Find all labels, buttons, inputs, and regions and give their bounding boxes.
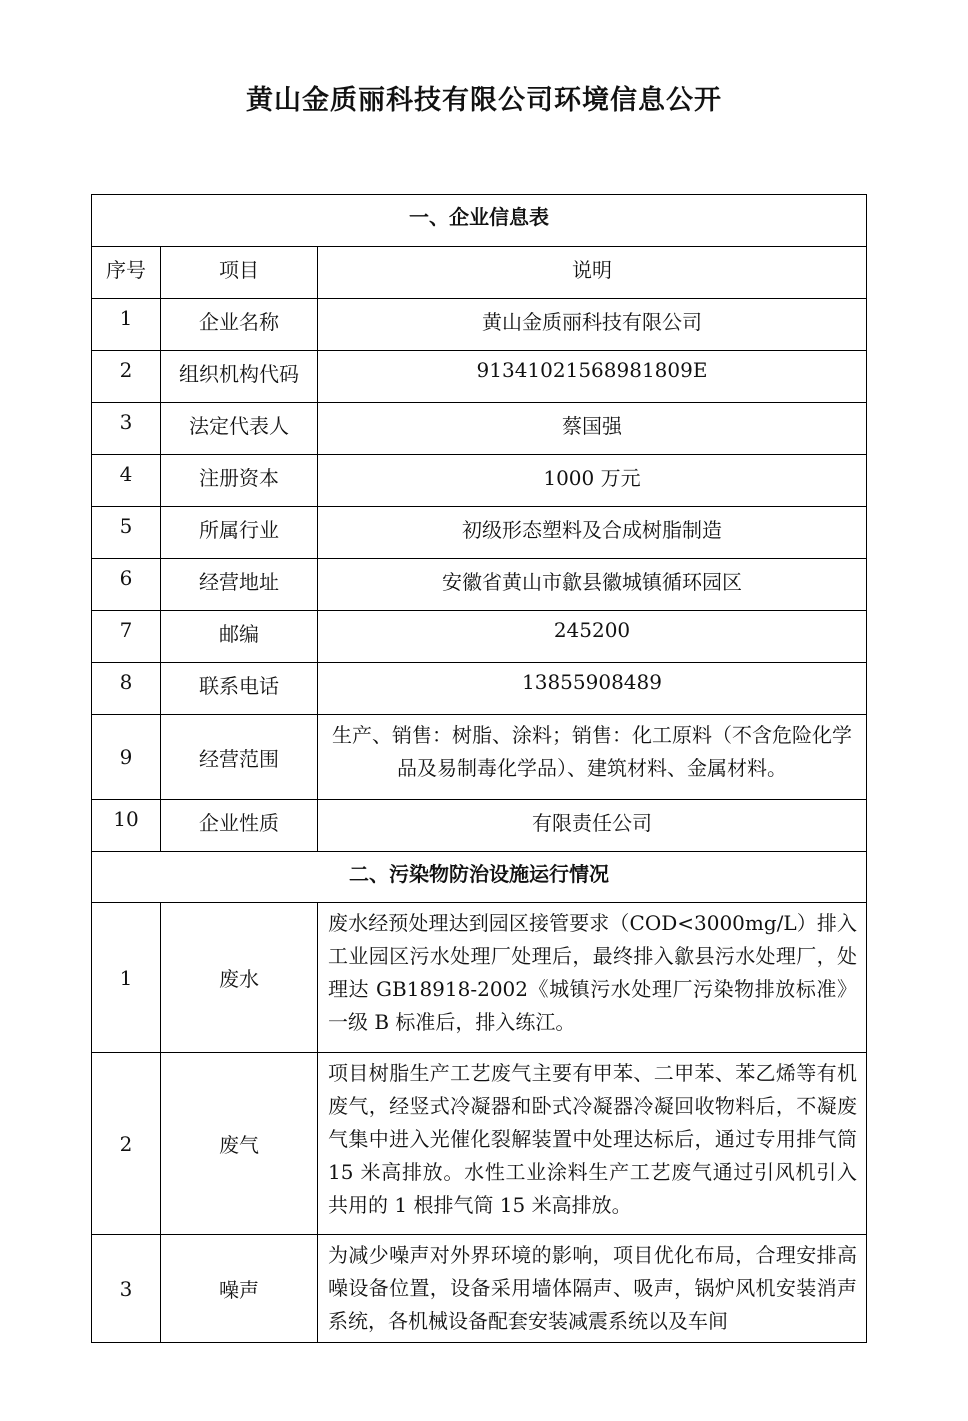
row-desc: 245200 bbox=[318, 611, 867, 663]
row-desc: 废水经预处理达到园区接管要求（COD<3000mg/L）排入工业园区污水处理厂处理后，最终排入歙县污水处理厂，处理达 GB18918-2002《城镇污水处理厂污染物排放标准》一级 B 标准后，排入练江。 bbox=[318, 903, 867, 1053]
section-heading-row bbox=[92, 195, 867, 247]
row-item: 法定代表人 bbox=[161, 403, 318, 455]
row-item: 注册资本 bbox=[161, 455, 318, 507]
row-desc: 91341021568981809E bbox=[318, 351, 867, 403]
section1-heading: 一、企业信息表 bbox=[92, 195, 867, 247]
table-row bbox=[92, 351, 867, 403]
header-desc: 说明 bbox=[318, 247, 867, 299]
row-no: 8 bbox=[92, 663, 161, 715]
row-no: 2 bbox=[92, 1053, 161, 1235]
table-row bbox=[92, 903, 867, 1053]
row-item: 经营范围 bbox=[161, 715, 318, 800]
row-desc: 1000 万元 bbox=[318, 455, 867, 507]
row-item: 噪声 bbox=[161, 1235, 318, 1343]
row-no: 5 bbox=[92, 507, 161, 559]
row-desc: 安徽省黄山市歙县徽城镇循环园区 bbox=[318, 559, 867, 611]
row-no: 4 bbox=[92, 455, 161, 507]
row-item: 所属行业 bbox=[161, 507, 318, 559]
row-desc: 为减少噪声对外界环境的影响，项目优化布局，合理安排高噪设备位置，设备采用墙体隔声、吸声，锅炉风机安装消声系统，各机械设备配套安装减震系统以及车间 bbox=[318, 1235, 867, 1343]
row-no: 10 bbox=[92, 800, 161, 852]
table-row bbox=[92, 455, 867, 507]
table-row bbox=[92, 299, 867, 351]
row-desc: 生产、销售：树脂、涂料；销售：化工原料（不含危险化学品及易制毒化学品）、建筑材料、金属材料。 bbox=[318, 715, 867, 800]
row-no: 6 bbox=[92, 559, 161, 611]
table-row bbox=[92, 1053, 867, 1235]
table-row bbox=[92, 715, 867, 800]
row-no: 3 bbox=[92, 403, 161, 455]
row-item: 邮编 bbox=[161, 611, 318, 663]
row-item: 废气 bbox=[161, 1053, 318, 1235]
table-row bbox=[92, 1235, 867, 1343]
table-header-row bbox=[92, 247, 867, 299]
row-desc: 蔡国强 bbox=[318, 403, 867, 455]
row-desc: 黄山金质丽科技有限公司 bbox=[318, 299, 867, 351]
row-desc: 13855908489 bbox=[318, 663, 867, 715]
table-row bbox=[92, 611, 867, 663]
table-row bbox=[92, 663, 867, 715]
environment-info-table bbox=[91, 194, 867, 1343]
row-item: 废水 bbox=[161, 903, 318, 1053]
header-item: 项目 bbox=[161, 247, 318, 299]
row-desc: 有限责任公司 bbox=[318, 800, 867, 852]
table-row bbox=[92, 403, 867, 455]
document-title: 黄山金质丽科技有限公司环境信息公开 bbox=[246, 85, 722, 116]
section-heading-row bbox=[92, 852, 867, 903]
row-no: 9 bbox=[92, 715, 161, 800]
row-no: 1 bbox=[92, 299, 161, 351]
row-item: 组织机构代码 bbox=[161, 351, 318, 403]
row-desc: 初级形态塑料及合成树脂制造 bbox=[318, 507, 867, 559]
header-no: 序号 bbox=[92, 247, 161, 299]
section2-heading: 二、污染物防治设施运行情况 bbox=[92, 852, 867, 903]
row-no: 7 bbox=[92, 611, 161, 663]
row-item: 经营地址 bbox=[161, 559, 318, 611]
row-no: 3 bbox=[92, 1235, 161, 1343]
row-item: 联系电话 bbox=[161, 663, 318, 715]
row-item: 企业性质 bbox=[161, 800, 318, 852]
table-row bbox=[92, 559, 867, 611]
table-row bbox=[92, 800, 867, 852]
table-row bbox=[92, 507, 867, 559]
row-no: 1 bbox=[92, 903, 161, 1053]
row-item: 企业名称 bbox=[161, 299, 318, 351]
row-desc: 项目树脂生产工艺废气主要有甲苯、二甲苯、苯乙烯等有机废气，经竖式冷凝器和卧式冷凝器冷凝回收物料后，不凝废气集中进入光催化裂解装置中处理达标后，通过专用排气筒 15 米高排放。水性工业涂料生产工艺废气通过引风机引入共用的 1 根排气筒 15 米高排放。 bbox=[318, 1053, 867, 1235]
row-no: 2 bbox=[92, 351, 161, 403]
